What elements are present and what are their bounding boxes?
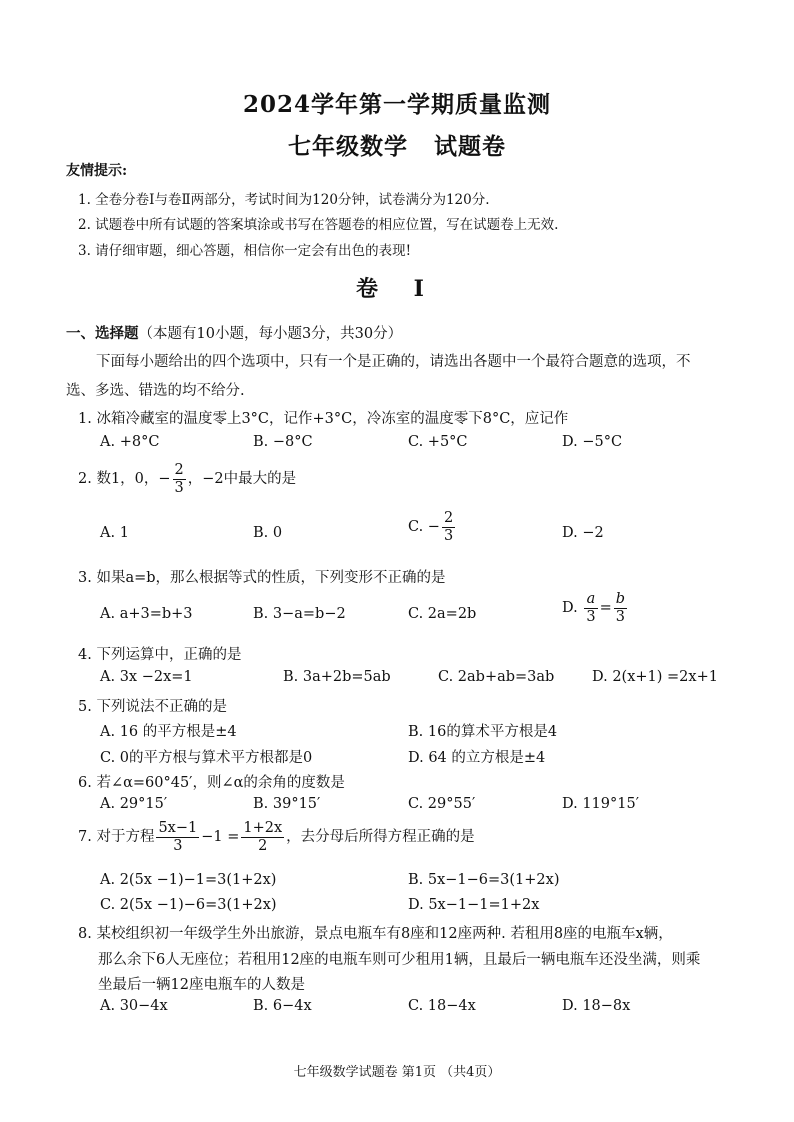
q4-option-d: D. 2(x+1) =2x+1 [592,669,718,685]
q2-option-c-prefix: C. − [408,519,440,536]
q7-option-a: A. 2(5x −1)−1=3(1+2x) [100,872,277,888]
q3-d-left-fraction [584,591,597,625]
exam-subtitle [0,128,794,161]
question-6-stem: 6. 若∠α=60°45′，则∠α的余角的度数是 [78,775,345,791]
q3-option-b: B. 3−a=b−2 [253,606,346,622]
section-instruction-1: 下面每小题给出的四个选项中，只有一个是正确的，请选出各题中一个最符合题意的选项，不 [96,354,691,370]
q8-option-a: A. 30−4x [100,998,168,1014]
q7-option-d: D. 5x−1−1=1+2x [408,897,540,913]
section-instruction-2: 选、多选、错选的均不给分. [66,383,245,399]
q2-stem-fraction [173,462,186,496]
question-8-line-1: 8. 某校组织初一年级学生外出旅游，景点电瓶车有8座和12座两种. 若租用8座的电瓶车x辆， [78,926,673,942]
q3-option-d-label: D. [562,600,578,617]
q8-option-b: B. 6−4x [253,998,312,1014]
q7-left-denominator: 3 [173,837,183,854]
question-1-stem: 1. 冰箱冷藏室的温度零上3°C，记作+3°C，冷冻室的温度零下8°C，应记作 [78,411,569,427]
q4-option-b: B. 3a+2b=5ab [283,669,391,685]
q8-option-d: D. 18−8x [562,998,631,1014]
question-5-stem: 5. 下列说法不正确的是 [78,699,227,715]
q7-stem-middle: −1 = [201,829,240,846]
q2-option-c [408,510,457,544]
tip-item-1: 1. 全卷分卷Ⅰ与卷Ⅱ两部分，考试时间为120分钟，试卷满分为120分. [78,192,490,208]
q7-right-denominator: 2 [258,837,268,854]
q2-frac-numerator: 2 [174,462,184,478]
q6-option-a: A. 29°15′ [100,796,168,812]
q5-option-d: D. 64 的立方根是±4 [408,750,546,766]
q2-option-c-fraction [442,510,455,544]
q6-option-b: B. 39°15′ [253,796,321,812]
q7-left-numerator: 5x−1 [158,820,198,836]
exam-title: 2024学年第一学期质量监测 [242,91,551,118]
question-4-stem: 4. 下列运算中，正确的是 [78,647,242,663]
section-heading [66,322,402,343]
subtitle-paper: 试题卷 [434,133,506,160]
question-8-line-2: 那么余下6人无座位；若租用12座的电瓶车则可少租用1辆，且最后一辆电瓶车还没坐满，则乘 [98,952,701,968]
q5-option-b: B. 16的算术平方根是4 [408,724,558,740]
q3-d-left-numerator: a [586,591,596,607]
q6-option-c: C. 29°55′ [408,796,476,812]
q7-stem-suffix: ，去分母后所得方程正确的是 [286,829,475,846]
q2-c-frac-numerator: 2 [443,510,454,526]
q8-option-c: C. 18−4x [408,998,476,1014]
q2-option-a: A. 1 [100,525,129,541]
q2-option-d: D. −2 [562,525,604,541]
q3-d-right-numerator: b [615,591,626,607]
q7-option-c: C. 2(5x −1)−6=3(1+2x) [100,897,277,913]
question-2-stem [78,462,296,496]
q3-option-c: C. 2a=2b [408,606,477,622]
q3-option-d: D. $\frac{a}{3}$ = $\frac{b}{3}$ [562,591,626,625]
q2-frac-denominator: 3 [174,479,184,496]
q4-option-c: C. 2ab+ab=3ab [438,669,555,685]
q3-d-right-denominator: 3 [615,608,625,625]
q2-stem-suffix: ，−2中最大的是 [187,471,297,488]
q2-c-frac-denominator: 3 [443,527,454,544]
q1-option-a: A. +8°C [100,434,160,450]
q7-fraction-left [156,820,199,854]
q1-option-c: C. +5°C [408,434,468,450]
tip-item-3: 3. 请仔细审题，细心答题，相信你一定会有出色的表现! [78,243,412,259]
q7-right-numerator: 1+2x [243,820,283,836]
q7-fraction-right [241,820,284,854]
q6-option-d: D. 119°15′ [562,796,639,812]
section-label: 一、选择题 [66,325,139,342]
section-note: （本题有10小题，每小题3分，共30分） [138,326,403,342]
question-3-stem: 3. 如果a=b，那么根据等式的性质，下列变形不正确的是 [78,570,446,586]
q3-d-left-denominator: 3 [586,608,596,625]
q7-option-b: B. 5x−1−6=3(1+2x) [408,872,560,888]
tips-heading: 友情提示: [66,163,128,179]
subtitle-subject: 七年级数学 [288,133,408,160]
q2-stem-prefix: 2. 数1，0，− [78,471,171,488]
q5-option-c: C. 0的平方根与算术平方根都是0 [100,750,313,766]
q2-option-b: B. 0 [253,525,283,541]
q5-option-a: A. 16 的平方根是±4 [100,724,237,740]
page-footer: 七年级数学试题卷 第1页 （共4页） [293,1065,501,1080]
q7-stem-prefix: 7. 对于方程 [78,829,155,846]
question-7-stem [78,820,475,854]
volume-heading: 卷 Ⅰ [356,276,438,302]
q1-option-d: D. −5°C [562,434,623,450]
question-8-line-3: 坐最后一辆12座电瓶车的人数是 [98,977,305,993]
q3-d-right-fraction [614,591,627,625]
q1-option-b: B. −8°C [253,434,313,450]
q4-option-a: A. 3x −2x=1 [100,669,193,685]
q3-option-a: A. a+3=b+3 [100,606,193,622]
tip-item-2: 2. 试题卷中所有试题的答案填涂或书写在答题卷的相应位置，写在试题卷上无效. [78,217,559,233]
